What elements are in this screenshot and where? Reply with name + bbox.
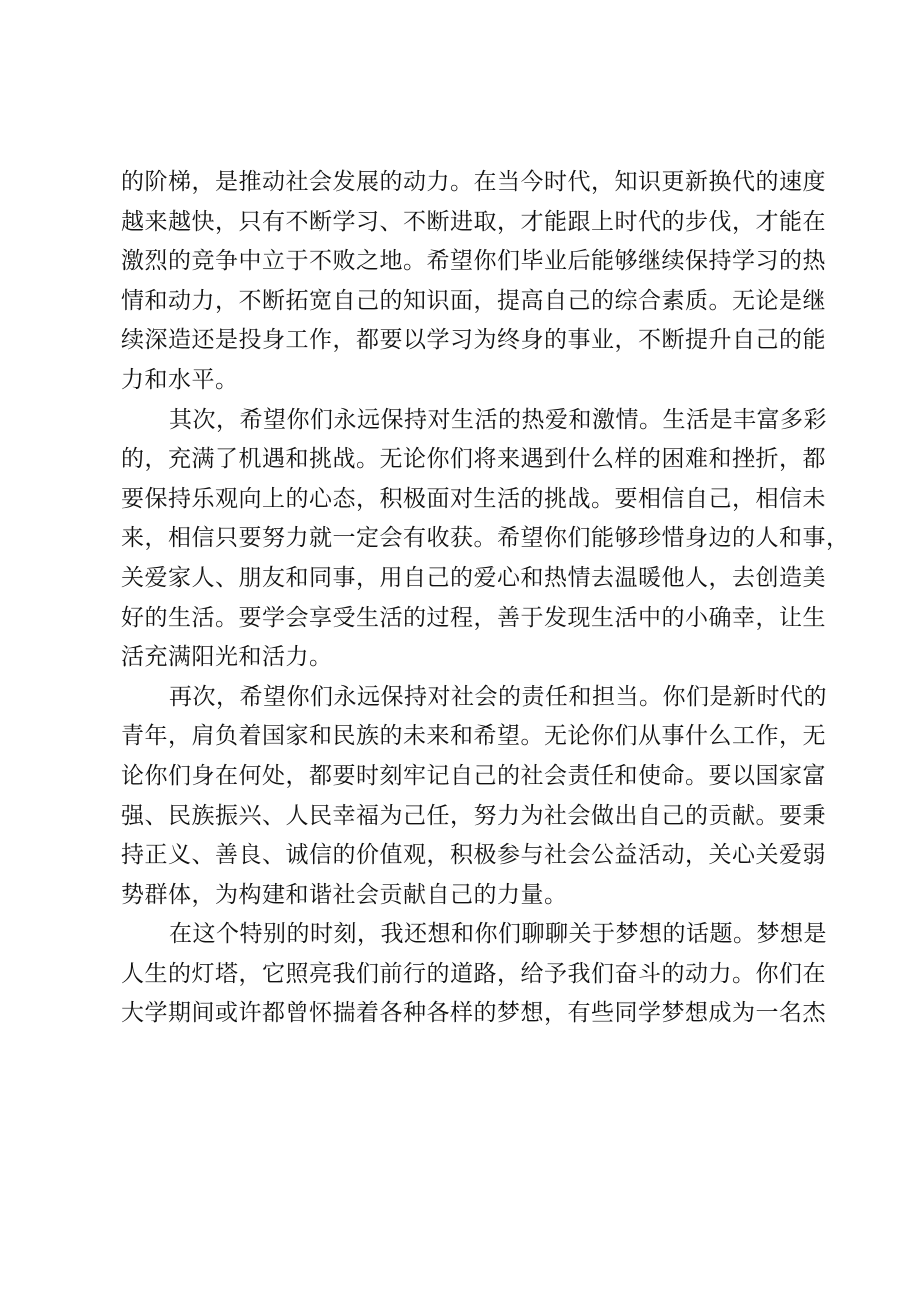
text-line: 力和水平。 — [121, 366, 239, 393]
text-line: 青年，肩负着国家和民族的未来和希望。无论你们从事什么工作，无 — [121, 723, 826, 750]
text-line: 人生的灯塔，它照亮我们前行的道路，给予我们奋斗的动力。你们在 — [121, 960, 826, 987]
text-line: 其次，希望你们永远保持对生活的热爱和激情。生活是丰富多彩 — [169, 406, 827, 433]
paragraph-learning-continued — [121, 163, 826, 401]
text-line: 要保持乐观向上的心态，积极面对生活的挑战。要相信自己，相信未 — [121, 485, 826, 512]
text-line: 的阶梯，是推动社会发展的动力。在当今时代，知识更新换代的速度 — [121, 169, 826, 195]
text-line: 激烈的竞争中立于不败之地。希望你们毕业后能够继续保持学习的热 — [121, 248, 826, 275]
text-line: 势群体，为构建和谐社会贡献自己的力量。 — [121, 881, 568, 908]
text-line: 持正义、善良、诚信的价值观，积极参与社会公益活动，关心关爱弱 — [121, 842, 826, 869]
text-line: 论你们身在何处，都要时刻牢记自己的社会责任和使命。要以国家富 — [121, 762, 826, 789]
text-line: 再次，希望你们永远保持对社会的责任和担当。你们是新时代的 — [169, 683, 827, 710]
text-line: 来，相信只要努力就一定会有收获。希望你们能够珍惜身边的人和事， — [121, 525, 850, 552]
paragraph-social-responsibility — [121, 678, 827, 916]
body-text — [121, 163, 850, 1034]
text-line: 大学期间或许都曾怀揣着各种各样的梦想，有些同学梦想成为一名杰 — [121, 1000, 826, 1027]
text-line: 关爱家人、朋友和同事，用自己的爱心和热情去温暖他人，去创造美 — [121, 564, 826, 591]
text-line: 情和动力，不断拓宽自己的知识面，提高自己的综合素质。无论是继 — [121, 287, 826, 314]
paragraph-dreams — [121, 915, 827, 1034]
text-line: 活充满阳光和活力。 — [121, 644, 333, 671]
text-line: 的，充满了机遇和挑战。无论你们将来遇到什么样的困难和挫折，都 — [121, 446, 826, 473]
text-line: 好的生活。要学会享受生活的过程，善于发现生活中的小确幸，让生 — [121, 604, 826, 631]
text-line: 续深造还是投身工作，都要以学习为终身的事业，不断提升自己的能 — [121, 327, 826, 354]
paragraph-love-of-life — [121, 401, 850, 678]
text-line: 越来越快，只有不断学习、不断进取，才能跟上时代的步伐，才能在 — [121, 208, 826, 235]
text-line: 强、民族振兴、人民幸福为己任，努力为社会做出自己的贡献。要秉 — [121, 802, 826, 829]
text-line: 在这个特别的时刻，我还想和你们聊聊关于梦想的话题。梦想是 — [169, 921, 827, 948]
